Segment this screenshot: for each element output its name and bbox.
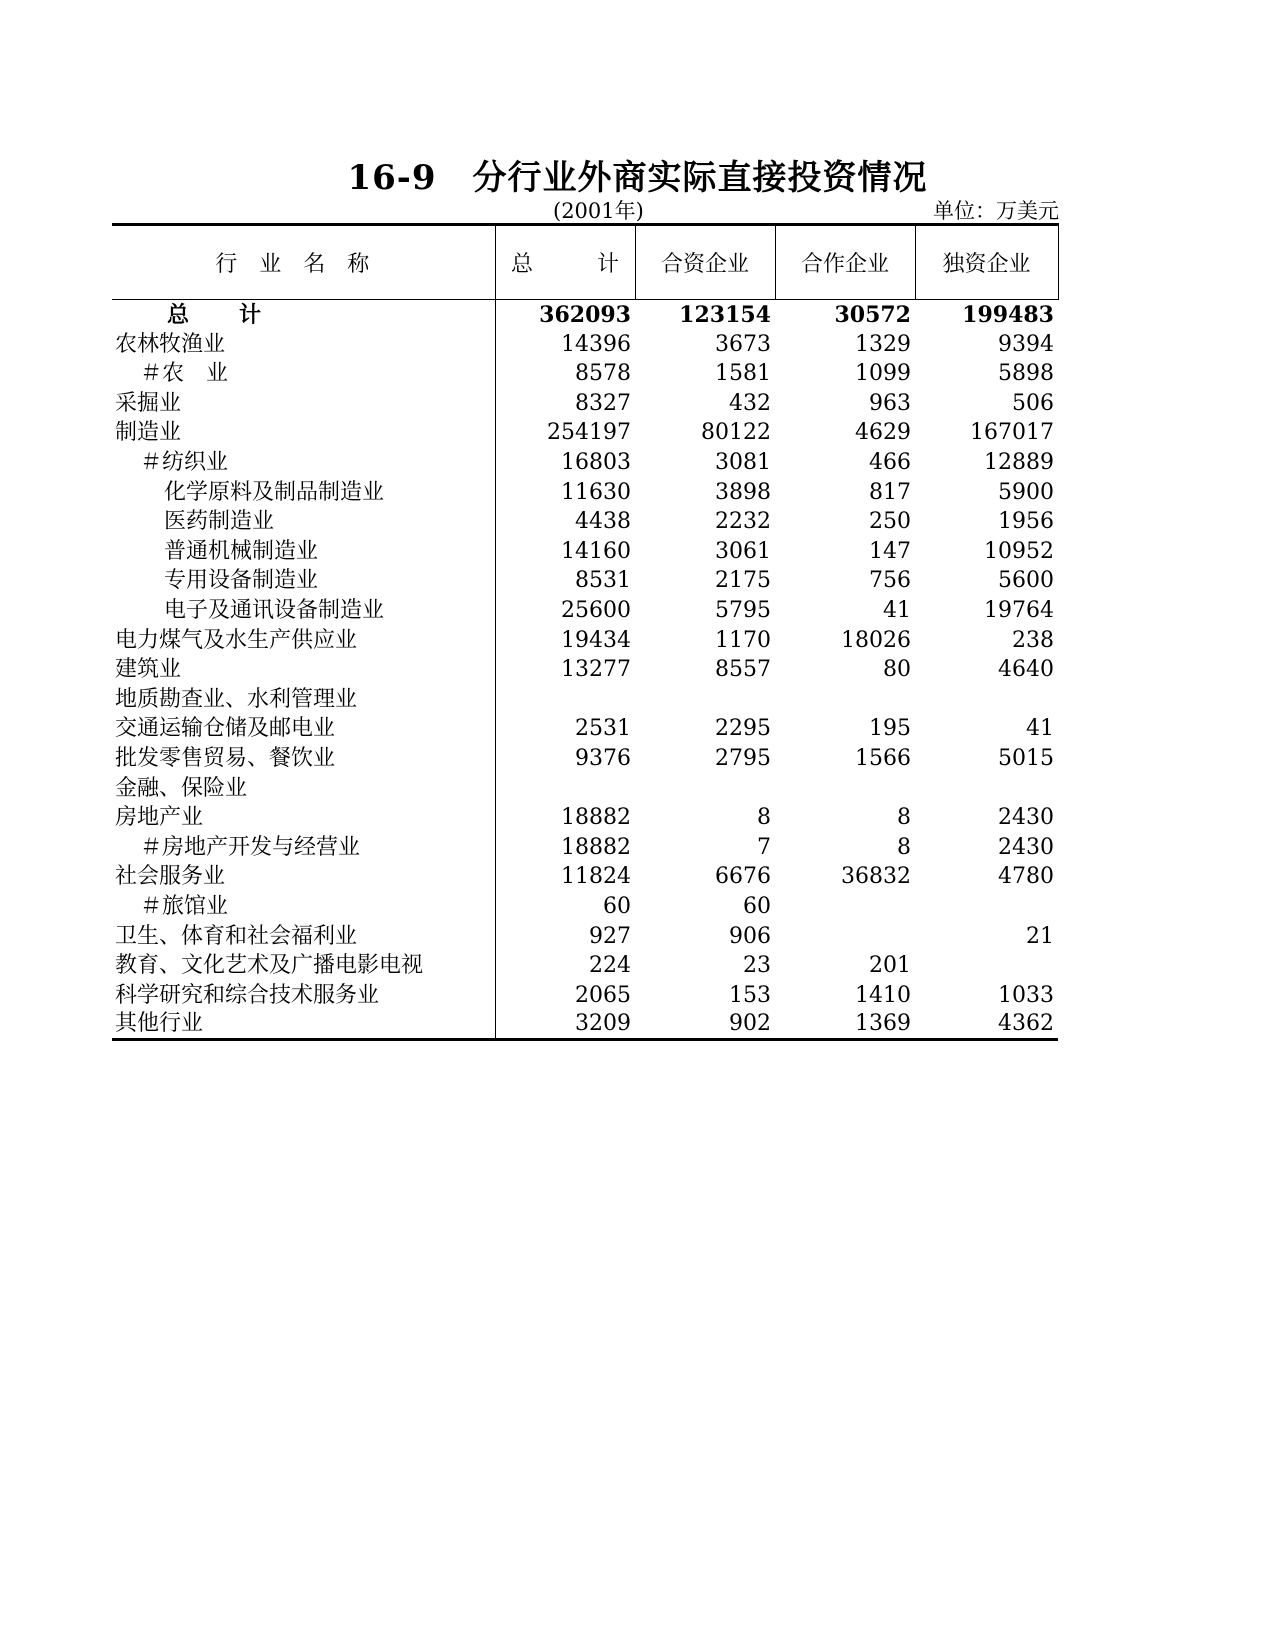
wholly-foreign-value: 5015 (998, 746, 1054, 771)
unit-label: 单位：万美元 (933, 199, 1059, 223)
table-row (112, 773, 1058, 803)
table-row (112, 862, 1058, 892)
wholly-foreign-value: 1956 (998, 509, 1054, 535)
table-row (112, 625, 1058, 655)
joint-venture-value: 3898 (715, 479, 771, 505)
cooperative-value: 8 (897, 834, 911, 860)
total-value: 18882 (561, 834, 631, 860)
total-value: 60 (603, 893, 631, 919)
industry-name: 其他行业 (112, 1010, 495, 1040)
wholly-foreign-value: 19764 (984, 598, 1054, 624)
industry-name: ＃纺织业 (112, 447, 495, 477)
industry-name: ＃房地产开发与经营业 (112, 832, 495, 862)
total-value: 14160 (561, 538, 631, 564)
joint-venture-value: 60 (743, 893, 771, 919)
wholly-foreign-value: 21 (1026, 923, 1054, 949)
joint-venture-value: 7 (757, 834, 771, 860)
industry-name: 批发零售贸易、餐饮业 (112, 743, 495, 773)
table-row (112, 832, 1058, 862)
joint-venture-value (635, 773, 775, 803)
total-row (112, 300, 1058, 330)
total-value: 14396 (561, 331, 631, 357)
total-value (495, 773, 635, 803)
joint-venture-value: 80122 (701, 420, 771, 446)
wholly-foreign-value (915, 684, 1058, 714)
table-row (112, 980, 1058, 1010)
joint-venture-value: 902 (635, 1010, 775, 1040)
wholly-foreign-value: 167017 (970, 420, 1054, 446)
joint-venture-value: 2175 (715, 568, 771, 594)
total-value: 8327 (575, 390, 631, 416)
joint-venture-value: 2232 (715, 509, 771, 535)
wholly-foreign-value: 2430 (998, 805, 1054, 831)
total-value: 13277 (561, 657, 631, 683)
cooperative-value (775, 921, 915, 951)
industry-name: 教育、文化艺术及广播电影电视 (112, 951, 495, 981)
joint-venture-value: 8557 (715, 657, 771, 683)
table-title: 分行业外商实际直接投资情况 (472, 158, 928, 198)
wholly-foreign-value: 9394 (998, 331, 1054, 357)
industry-name: 农林牧渔业 (112, 329, 495, 359)
joint-venture-value: 2795 (715, 746, 771, 771)
cooperative-value: 1566 (855, 746, 911, 771)
total-value: 8531 (575, 568, 631, 594)
joint-venture-value: 153 (729, 982, 771, 1008)
industry-name: 总 计 (112, 300, 495, 330)
table-row (112, 803, 1058, 833)
wholly-foreign-value: 5900 (998, 479, 1054, 505)
total-value: 254197 (547, 420, 631, 446)
table-row (112, 566, 1058, 596)
total-value: 8578 (575, 361, 631, 387)
wholly-foreign-value: 1033 (998, 982, 1054, 1008)
cooperative-value: 817 (869, 479, 911, 505)
joint-venture-value: 5795 (715, 598, 771, 624)
industry-name: 社会服务业 (112, 862, 495, 892)
header-cooperative: 合作企业 (775, 225, 915, 300)
wholly-foreign-value (915, 773, 1058, 803)
cooperative-value: 4629 (855, 420, 911, 446)
wholly-foreign-value: 41 (1026, 716, 1054, 742)
joint-venture-value: 3673 (715, 331, 771, 357)
table-row (112, 595, 1058, 625)
cooperative-value: 1099 (855, 361, 911, 387)
wholly-foreign-value: 506 (1012, 390, 1054, 416)
joint-venture-value: 23 (743, 953, 771, 979)
wholly-foreign-value: 5898 (998, 361, 1054, 387)
wholly-foreign-value: 2430 (998, 834, 1054, 860)
wholly-foreign-value: 5600 (998, 568, 1054, 594)
cooperative-value: 201 (869, 953, 911, 979)
industry-name: 电子及通讯设备制造业 (112, 595, 495, 625)
total-value: 16803 (561, 450, 631, 476)
wholly-foreign-value: 199483 (962, 302, 1054, 329)
cooperative-value: 41 (883, 598, 911, 624)
cooperative-value: 80 (883, 657, 911, 683)
industry-name: 电力煤气及水生产供应业 (112, 625, 495, 655)
total-value: 2531 (575, 716, 631, 742)
cooperative-value: 756 (869, 568, 911, 594)
table-row (112, 951, 1058, 981)
table-row (112, 714, 1058, 744)
cooperative-value (775, 773, 915, 803)
total-value: 927 (589, 923, 631, 949)
wholly-foreign-value: 4362 (915, 1010, 1058, 1040)
wholly-foreign-value: 4640 (998, 657, 1054, 683)
cooperative-value: 18026 (841, 627, 911, 653)
industry-name: 建筑业 (112, 655, 495, 685)
industry-name: ＃农 业 (112, 359, 495, 389)
table-row (112, 507, 1058, 537)
wholly-foreign-value (915, 891, 1058, 921)
wholly-foreign-value: 238 (1012, 627, 1054, 653)
cooperative-value: 195 (869, 716, 911, 742)
total-value: 11824 (561, 864, 631, 890)
joint-venture-value: 1170 (715, 627, 771, 653)
table-row (112, 655, 1058, 685)
table-number: 16-9 (347, 158, 437, 198)
cooperative-value: 30572 (834, 302, 911, 329)
industry-name: 采掘业 (112, 388, 495, 418)
industry-name: 金融、保险业 (112, 773, 495, 803)
industry-name: 专用设备制造业 (112, 566, 495, 596)
wholly-foreign-value: 4780 (998, 864, 1054, 890)
total-value: 224 (589, 953, 631, 979)
wholly-foreign-value: 12889 (984, 450, 1054, 476)
header-joint-venture: 合资企业 (635, 225, 775, 300)
total-value: 2065 (575, 982, 631, 1008)
wholly-foreign-value (915, 951, 1058, 981)
cooperative-value: 1369 (775, 1010, 915, 1040)
joint-venture-value: 6676 (715, 864, 771, 890)
cooperative-value: 8 (897, 805, 911, 831)
cooperative-value (775, 891, 915, 921)
total-value: 9376 (575, 746, 631, 771)
table-row (112, 891, 1058, 921)
header-total (495, 225, 635, 300)
joint-venture-value: 432 (729, 390, 771, 416)
total-value: 11630 (561, 479, 631, 505)
industry-name: 制造业 (112, 418, 495, 448)
industry-name: ＃旅馆业 (112, 891, 495, 921)
wholly-foreign-value: 10952 (984, 538, 1054, 564)
joint-venture-value: 8 (757, 805, 771, 831)
cooperative-value: 250 (869, 509, 911, 535)
industry-name: 普通机械制造业 (112, 536, 495, 566)
joint-venture-value: 2295 (715, 716, 771, 742)
total-value: 18882 (561, 805, 631, 831)
joint-venture-value: 3081 (715, 450, 771, 476)
industry-name: 地质勘查业、水利管理业 (112, 684, 495, 714)
industry-name: 房地产业 (112, 803, 495, 833)
table-row (112, 418, 1058, 448)
joint-venture-value: 123154 (679, 302, 771, 329)
cooperative-value: 1329 (855, 331, 911, 357)
cooperative-value: 147 (869, 538, 911, 564)
total-value: 3209 (495, 1010, 635, 1040)
industry-name: 科学研究和综合技术服务业 (112, 980, 495, 1010)
joint-venture-value: 1581 (715, 361, 771, 387)
joint-venture-value: 906 (729, 923, 771, 949)
total-value (495, 684, 635, 714)
table-row (112, 921, 1058, 951)
table-row (112, 536, 1058, 566)
cooperative-value (775, 684, 915, 714)
joint-venture-value (635, 684, 775, 714)
table-row (112, 329, 1058, 359)
page-title (0, 150, 1275, 199)
cooperative-value: 36832 (841, 864, 911, 890)
investment-table (112, 223, 1059, 1041)
table-row (112, 1010, 1058, 1040)
cooperative-value: 466 (869, 450, 911, 476)
total-value: 19434 (561, 627, 631, 653)
industry-name: 卫生、体育和社会福利业 (112, 921, 495, 951)
table-row (112, 388, 1058, 418)
total-value: 25600 (561, 598, 631, 624)
joint-venture-value: 3061 (715, 538, 771, 564)
header-total-a: 总 (510, 252, 533, 277)
header-row (112, 225, 1058, 300)
header-wholly-foreign: 独资企业 (915, 225, 1058, 300)
industry-name: 医药制造业 (112, 507, 495, 537)
table-row (112, 477, 1058, 507)
year-label: (2001年) (553, 199, 644, 223)
table-row (112, 684, 1058, 714)
header-total-b: 计 (597, 252, 620, 277)
industry-name: 交通运输仓储及邮电业 (112, 714, 495, 744)
table-row (112, 743, 1058, 773)
header-industry-name: 行业名称 (112, 225, 495, 300)
total-value: 362093 (539, 302, 631, 329)
cooperative-value: 963 (869, 390, 911, 416)
industry-name: 化学原料及制品制造业 (112, 477, 495, 507)
table-row (112, 359, 1058, 389)
total-value: 4438 (575, 509, 631, 535)
cooperative-value: 1410 (855, 982, 911, 1008)
table-row (112, 447, 1058, 477)
